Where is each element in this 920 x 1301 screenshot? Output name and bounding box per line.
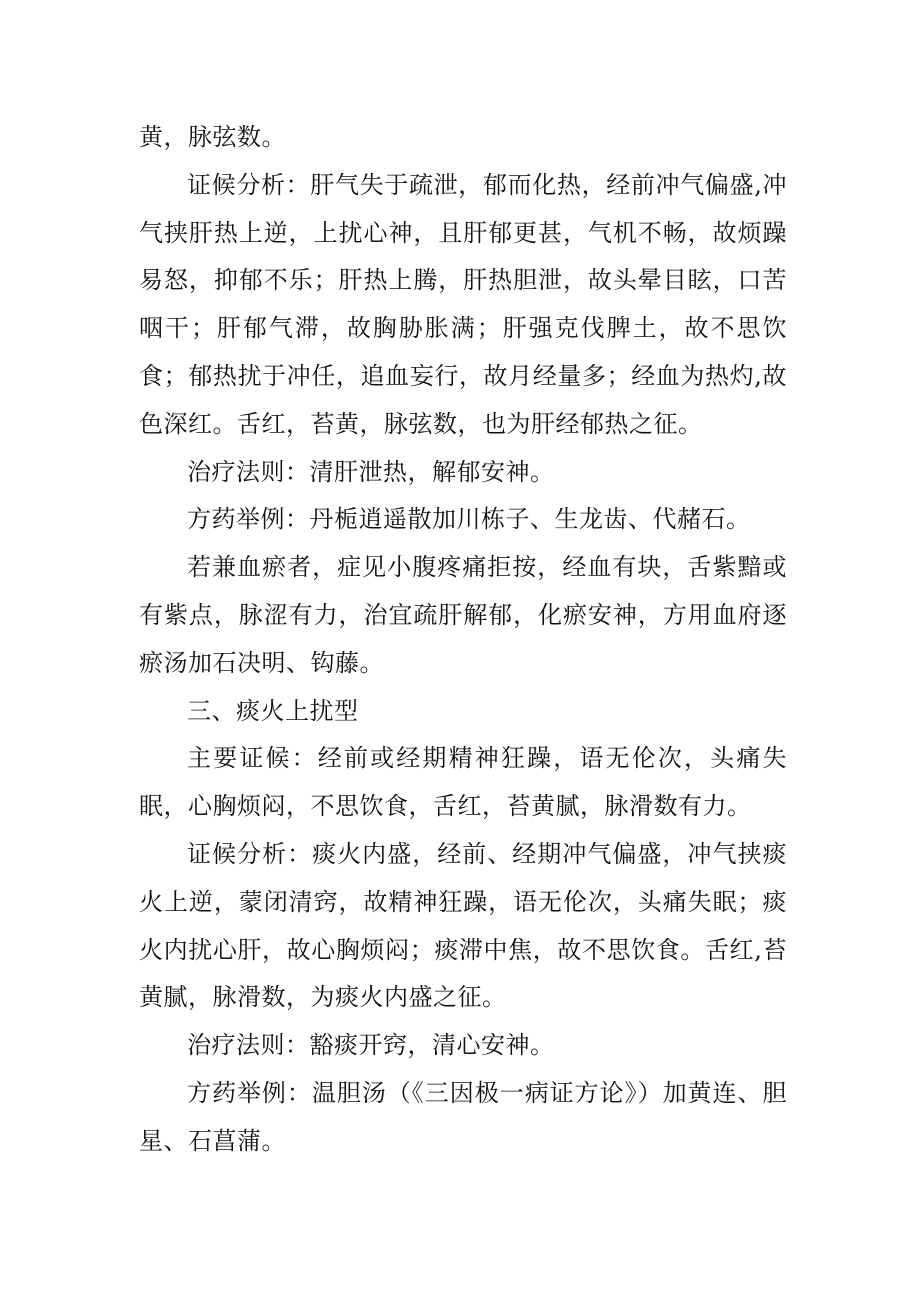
document-body: [139, 114, 787, 1166]
paragraph-syndrome-analysis-liver: 证候分析：肝气失于疏泄，郁而化热，经前冲气偏盛,冲气挟肝热上逆，上扰心神，且肝郁更甚，气机不畅，故烦躁易怒，抑郁不乐；肝热上腾，肝热胆泄，故头晕目眩，口苦咽干；肝郁气滞，故胸胁胀满；肝强克伐脾土，故不思饮食；郁热扰于冲任，追血妄行，故月经量多；经血为热灼,故色深红。舌红，苔黄，脉弦数，也为肝经郁热之征。: [139, 170, 787, 438]
paragraph-prescription-liver: 方药举例：丹栀逍遥散加川栋子、生龙齿、代赭石。: [187, 505, 751, 534]
paragraph-treatment-principle-liver: 治疗法则：清肝泄热，解郁安神。: [187, 457, 555, 486]
paragraph-blood-stasis-variant: 若兼血瘀者，症见小腹疼痛拒按，经血有块，舌紫黯或有紫点，脉涩有力，治宜疏肝解郁，化瘀安神，方用血府逐瘀汤加石决明、钩藤。: [139, 553, 787, 677]
section-heading-phlegm-fire: 三、痰火上扰型: [187, 696, 359, 725]
paragraph-prescription-phlegm: 方药举例：温胆汤（《三因极一病证方论》）加黄连、胆星、石菖蒲。: [139, 1078, 787, 1155]
paragraph-continuation: 黄，脉弦数。: [139, 123, 286, 151]
paragraph-main-symptoms-phlegm: 主要证候：经前或经期精神狂躁，语无伦次，头痛失眠，心胸烦闷，不思饮食，舌红，苔黄腻，脉滑数有力。: [139, 744, 787, 821]
paragraph-treatment-principle-phlegm: 治疗法则：豁痰开窍，清心安神。: [187, 1031, 555, 1060]
paragraph-syndrome-analysis-phlegm: 证候分析：痰火内盛，经前、经期冲气偏盛，冲气挟痰火上逆，蒙闭清窍，故精神狂躁，语无伦次，头痛失眠；痰火内扰心肝，故心胸烦闷；痰滞中焦，故不思饮食。舌红,苔黄腻，脉滑数，为痰火内盛之征。: [139, 839, 787, 1012]
